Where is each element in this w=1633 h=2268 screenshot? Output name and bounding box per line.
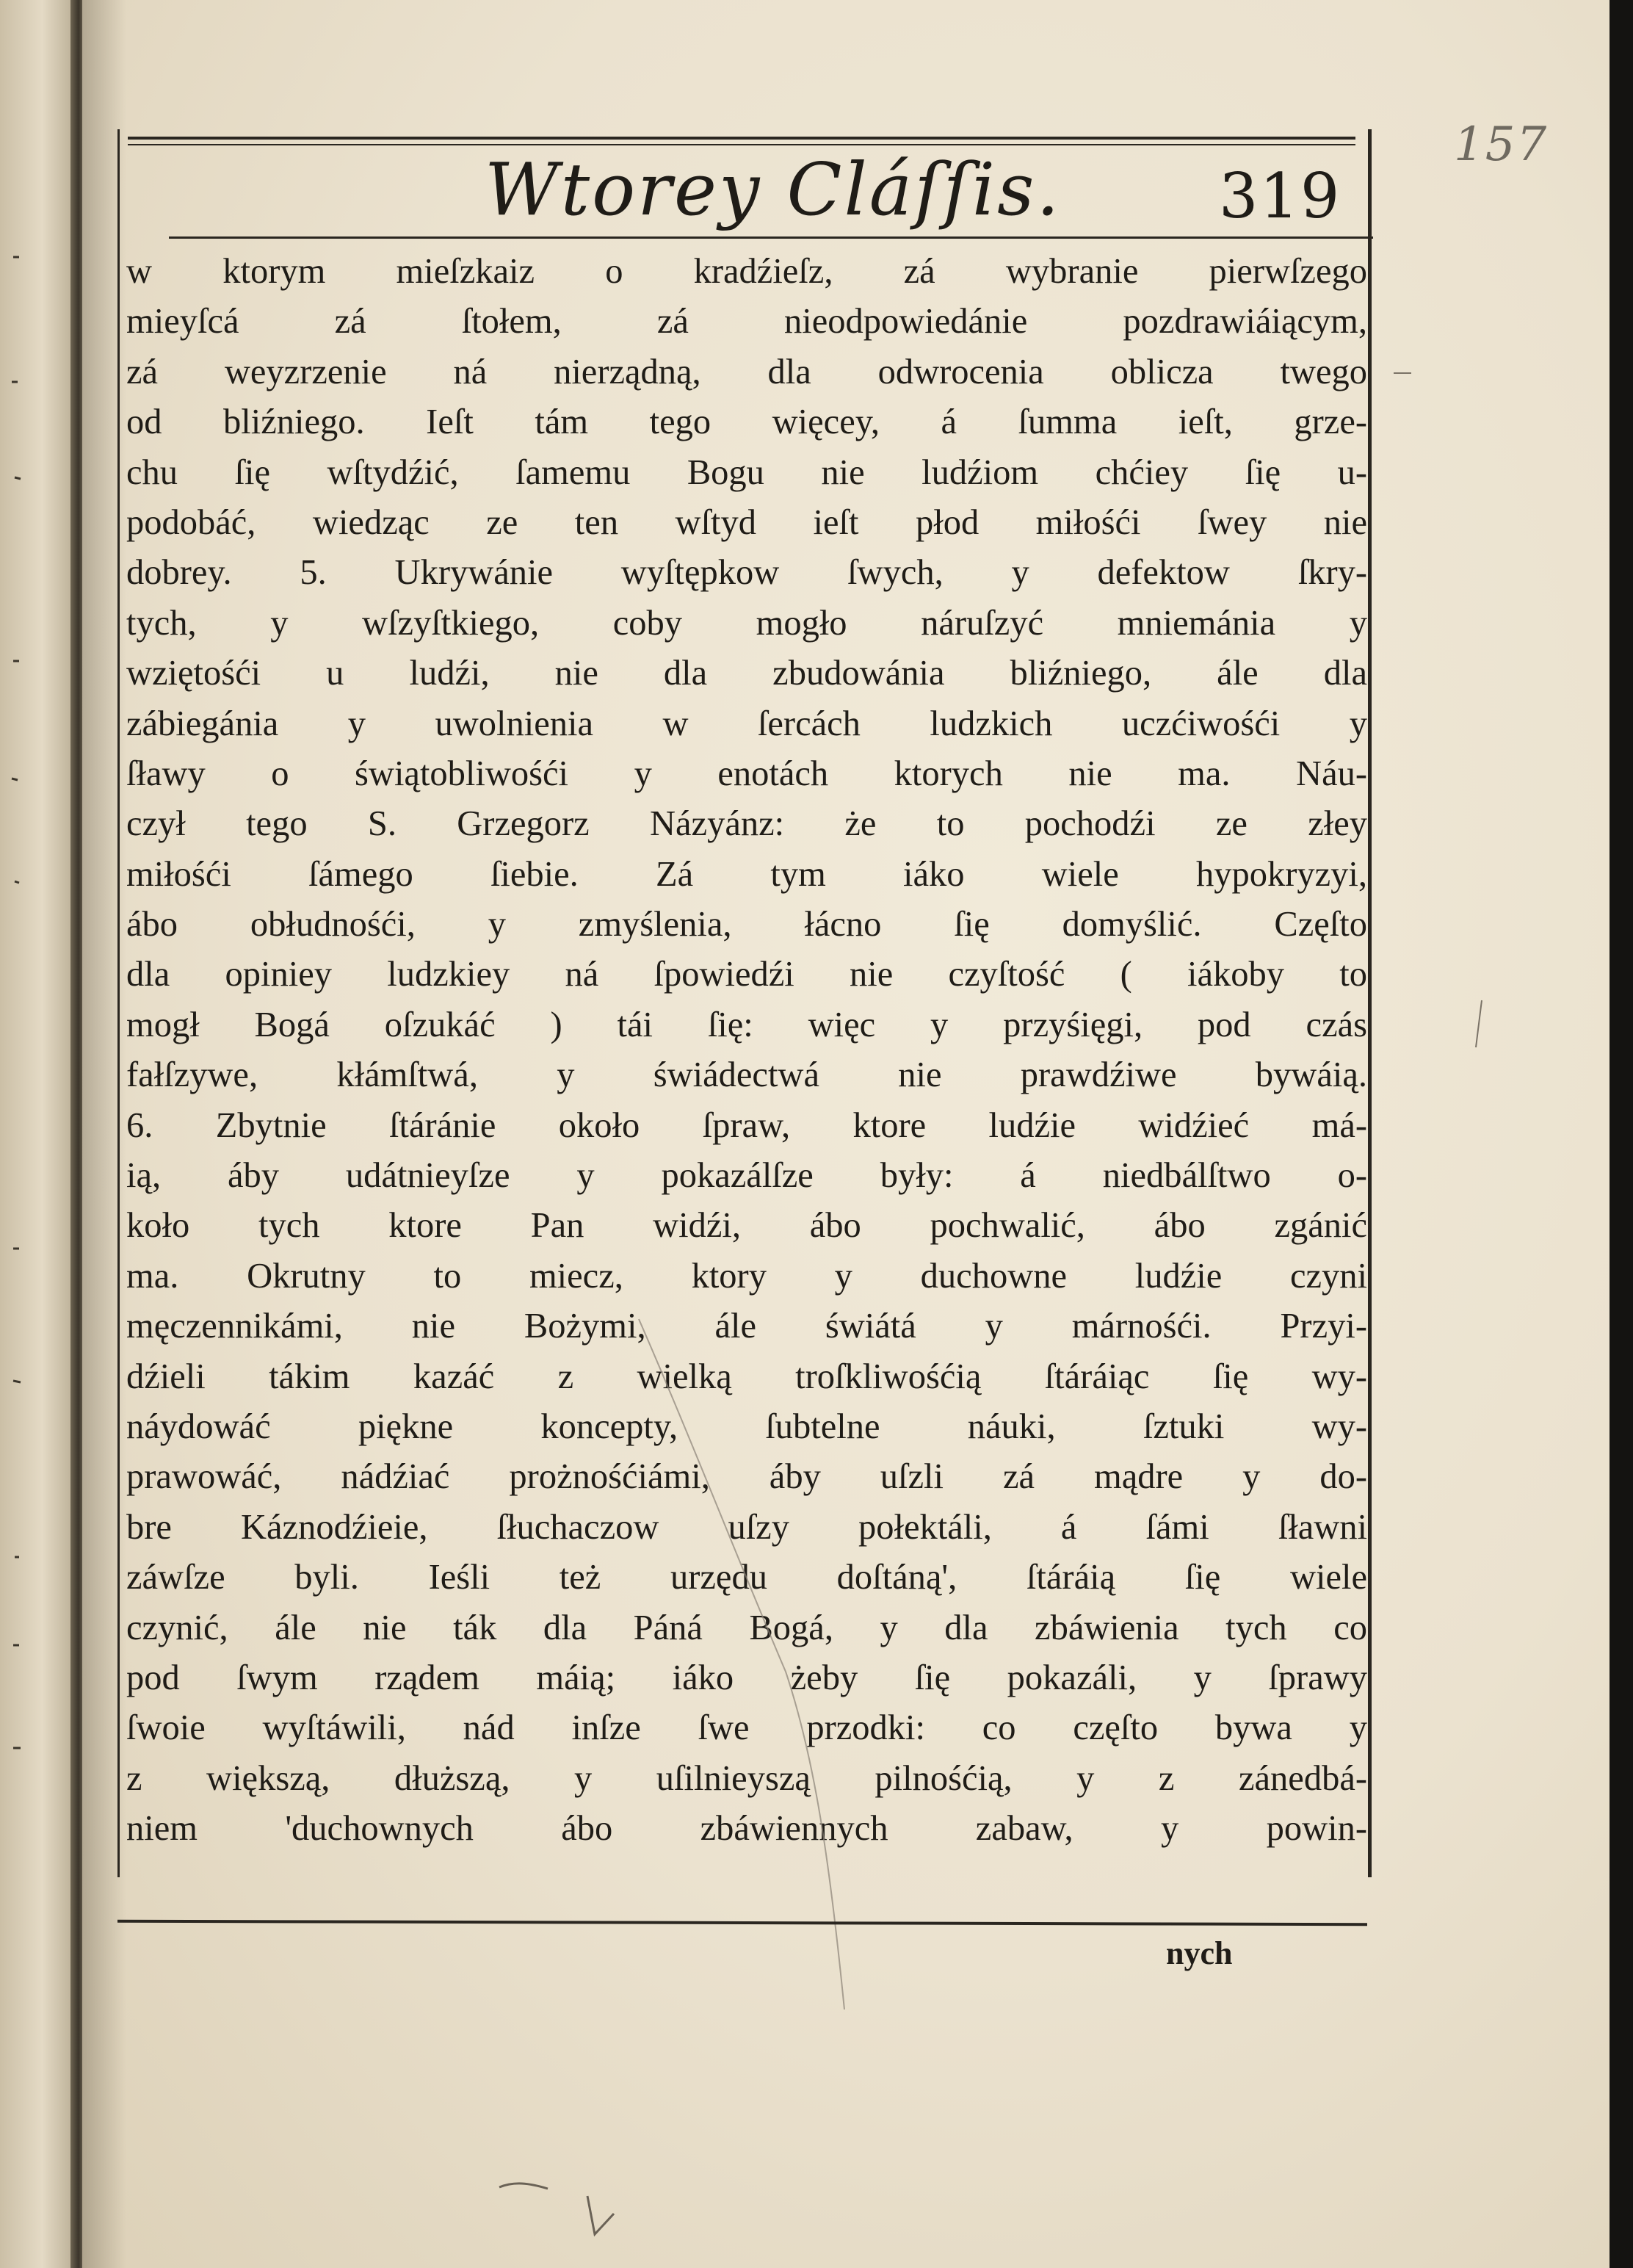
text-line: náydowáć piękne koncepty, ſubtelne náuki, ſztuki wy- (126, 1406, 1367, 1446)
text-line: podobáć, wiedząc ze ten wſtyd ieſt płod miłośći ſwey nie (126, 502, 1367, 542)
text-line: w ktorym mieſzkaiz o kradźieſz, zá wybranie pierwſzego (126, 252, 1367, 291)
text-line: niem 'duchownych ábo zbáwiennych zabaw, y powin- (126, 1809, 1367, 1849)
text-line: zá weyzrzenie ná nierządną, dla odwrocenia oblicza twego (126, 352, 1367, 391)
text-line: ma. Okrutny to miecz, ktory y duchowne ludźie czyni (126, 1256, 1367, 1296)
text-line: męczennikámi, nie Bożymi, ále świátá y márnośći. Przyi- (126, 1307, 1367, 1346)
text-line: czył tego S. Grzegorz Názyánz: że to pochodźi ze złey (126, 804, 1367, 844)
text-line: wziętośći u ludźi, nie dla zbudowánia bliźniego, ále dla (126, 654, 1367, 693)
pencil-tick-mark (1471, 999, 1486, 1050)
top-rule-thin (128, 144, 1355, 145)
text-line: prawowáć, nádźiać prożnośćiámi, áby uſzli zá mądre y do- (126, 1457, 1367, 1497)
pencil-dash-mark (1392, 366, 1414, 380)
catchword: nych (1166, 1935, 1233, 1971)
text-line: miłośći ſámego ſiebie. Zá tym iáko wiele hypokryzyi, (126, 854, 1367, 894)
text-line: fałſzywe, kłámſtwá, y świádectwá nie prawdźiwe bywáią. (126, 1055, 1367, 1095)
text-line: dla opiniey ludzkiey ná ſpowiedźi nie czyſtość ( iákoby to (126, 955, 1367, 994)
text-line: tych, y wſzyſtkiego, coby mogło náruſzyć mniemánia y (126, 603, 1367, 643)
text-line: czynić, ále nie ták dla Páná Bogá, y dla zbáwienia tych co (126, 1608, 1367, 1647)
head-rule (169, 236, 1373, 239)
text-line: dźieli tákim kazáć z wielką troſkliwośćią ſtáráiąc ſię wy- (126, 1357, 1367, 1396)
text-line: ſławy o świątobliwośći y enotách ktorych nie ma. Náu- (126, 754, 1367, 793)
text-line: bre Káznodźieie, ſłuchaczow uſzy połektáli, á ſámi ſławni (126, 1507, 1367, 1547)
text-line: chu ſię wſtydźić, ſamemu Bogu nie ludźiom chćiey ſię u- (126, 452, 1367, 492)
text-line: ią, áby udátnieyſze y pokazálſze były: á niedbálſtwo o- (126, 1156, 1367, 1196)
text-line: záwſze byli. Ieśli też urzędu doſtáną', ſtáráią ſię wiele (126, 1558, 1367, 1597)
left-page-bleed-marks (4, 0, 26, 2268)
text-line: 6. Zbytnie ſtáránie około ſpraw, ktore ludźie widźieć má- (126, 1105, 1367, 1145)
scan-border (1610, 0, 1633, 2268)
text-line: ábo obłudnośći, y zmyślenia, łácno ſię domyślić. Częſto (126, 905, 1367, 945)
text-line: pod ſwym rządem máią; iáko żeby ſię pokazáli, y ſprawy (126, 1658, 1367, 1697)
text-line: z większą, dłuższą, y uſilnieyszą pilnośćią, y z zánedbá- (126, 1758, 1367, 1798)
text-line: koło tych ktore Pan widźi, ábo pochwalić, ábo zgánić (126, 1206, 1367, 1246)
pencil-scribble-mark (485, 2167, 631, 2240)
page-number: 319 (1219, 160, 1341, 232)
manuscript-folio-number: 157 (1454, 118, 1549, 172)
text-line: dobrey. 5. Ukrywánie wyſtępkow ſwych, y defektow ſkry- (126, 553, 1367, 593)
text-line: mieyſcá zá ſtołem, zá nieodpowiedánie pozdrawiáiącym, (126, 302, 1367, 342)
text-line: ſwoie wyſtáwili, nád inſze ſwe przodki: co częſto bywa y (126, 1708, 1367, 1748)
printed-page-slip (117, 129, 1372, 1971)
text-line: zábiegánia y uwolnienia w ſercách ludzkich uczćiwośći y (126, 704, 1367, 743)
running-head: Wtorey Cláſſis. (485, 148, 1062, 232)
top-rule (128, 137, 1355, 140)
pencil-diagonal-mark (631, 1290, 925, 2024)
text-line: od bliźniego. Ieſt tám tego więcey, á ſumma ieſt, grze- (126, 402, 1367, 442)
text-line: mogł Bogá oſzukáć ) tái ſię: więc y przyśięgi, pod czás (126, 1005, 1367, 1044)
